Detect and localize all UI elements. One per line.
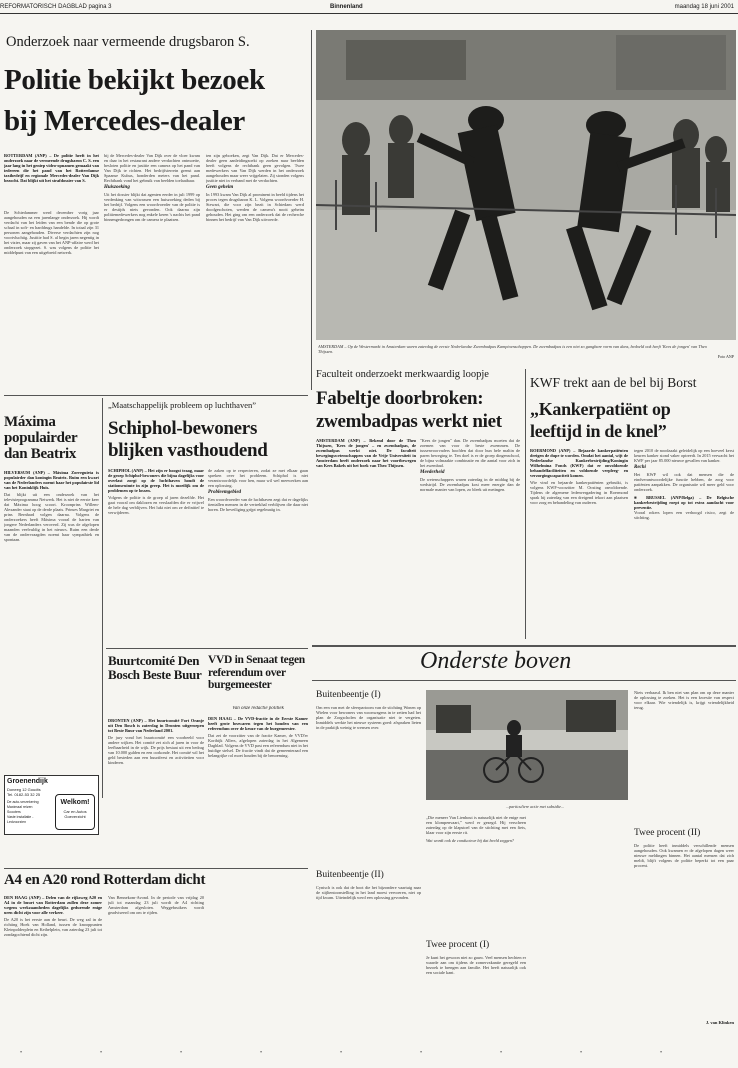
- lead-headline-1: Politie bekijkt bezoek: [4, 66, 265, 96]
- kwf-col-a-text: Wie vind en bejaarde kankerpatiënten gebruikt, is volgens KWF-voorzitter M. Oosting onvoldoende. Tijdens de algemene ledenvergadering in Roermond sprak hij zaterdag van een dreigend tekort aan plaatsen voor zorg en behandeling van ouderen.: [530, 480, 628, 505]
- lead-col-c-text: ten zijn geboeken, zegt Van Dijk. Dat er Mercedes-dealer geen aanleidingzoekt op zoeken naar beelden heeft volgens de rechtbank geen gevolgen. Twee medewerkers van Van Dijk werden in het onderzoek aangehouden maar weer vrijgelaten. Zij stonden volgens justitie niet in verband met de verdachten.: [206, 153, 304, 183]
- main-photo: [316, 30, 736, 340]
- kwf-headline-2: leeftijd in de knel”: [530, 422, 667, 441]
- zwembad-headline-1: Fabeltje doorbroken:: [316, 389, 484, 409]
- ad-tagline: Doneeg 12 Goudts: [7, 787, 41, 792]
- schiphol-col-b-text: de zaken op te respecteren, zodat ze met elkaar gaan spreken over het probleem. Schiphol is niet verantwoordelijk voor hen, maar wil wel meewerken aan een oplossing.: [208, 468, 308, 488]
- vvd-col: [208, 716, 308, 868]
- maxima-intro: HILVERSUM (ANP) – Máxima Zorreguieta is populairder dan koningin Beatrix. Ruim een kwart van de Nederlanders noemt haar het populairste lid van het Koninklijk Huis.: [4, 470, 99, 490]
- twee-procent-1-title: Twee procent (I): [426, 940, 490, 950]
- footer-marks: [0, 1050, 738, 1062]
- kwf-col-b-text: tegen 2010 de noodzaakt geleidelijk op een hoeveel kerst keuren kanker stond vaker optreedt. In 2015 verwacht het KWF per jaar 85.000 nieuwe gevallen van kanker.: [634, 448, 734, 463]
- section-rule: [312, 680, 736, 681]
- advertisement[interactable]: [4, 775, 99, 835]
- ad-line: Scooters: [7, 810, 21, 814]
- zwembad-col-b: [420, 438, 520, 638]
- a4-col-a: [4, 895, 102, 1030]
- footer-mark: •: [180, 1050, 183, 1056]
- kwf-bullet-text: BRUSSEL (ANP/Belga) – De Belgische kankerbestrijding roept op tot extra aandacht voor preventie.: [634, 495, 734, 510]
- lead-col-c: [206, 153, 304, 383]
- main-photo-caption: AMSTERDAM – Op de Westermarkt in Amsterdam waren zaterdag de eerste Nederlandse Zwembadpas Kampioenschappen. De zwembadpas is een niet zo gangbare vorm van dans, bedoeld ook heeft 'Kees de jongen' van Theo Thijssen.: [318, 344, 707, 354]
- main-photo-credit: Foto ANP: [717, 354, 734, 359]
- schiphol-headline-2: blijken vasthoudend: [108, 441, 268, 461]
- kwf-subhead: Rechi: [634, 465, 646, 470]
- schiphol-intro: SCHIPHOL (ANP) – Het zijn er hoogst traag, maar de groep Schiphol-bewoners die bijna dagelijks voor overlast zorgt op de luchthaven houdt de stationsruimte in zijn greep. Het is moeilijk om de problemen op te lossen.: [108, 468, 204, 493]
- a4-intro: DEN HAAG (ANP) – Delen van de rijksweg A20 en A4 in de buurt van Rotterdam zullen deze zomer wegens werkzaamheden dagelijks gedurende enige uren dicht zijn voor alle verkeer.: [4, 895, 102, 915]
- footer-mark: •: [260, 1050, 263, 1056]
- twee-procent-2-text: De politie heeft inmiddels verschillende mensen aangehouden. Ook kwamen er de afgelopen dagen weer nieuwe meldingen binnen. Het aantal mensen dat zich meldt, blijft volgens de politie beperkt tot een paar procent.: [634, 843, 734, 868]
- lead-col-b2-text: Uit het dossier blijkt dat agenten eerder in juli 1999 op verdenking van witwassen een huiszoeking deden bij het bedrijf. Volgens een woordvoerder van de politie is er destijds niets gevonden. Ook daarna zijn politiemedewerkers nog enkele keren 's nachts het pand binnengedrongen om de camera te plaatsen.: [104, 192, 200, 222]
- canal-photo: [426, 690, 628, 800]
- vvd-byline: Van onze redactie politiek: [232, 706, 284, 711]
- zwembad-col-b2-text: De wetenschappers waren zaterdag in de middag bij de wedstrijd. De zwembadpas kost meer energie dan de normale manier van lopen, zo bleek uit metingen.: [420, 477, 520, 492]
- schiphol-col-b2-text: Een woordvoerder van de luchthaven zegt dat er dagelijks tientallen mensen in de vertrekhal verblijven die daar niet horen. De beveiliging grijpt regelmatig in.: [208, 497, 308, 512]
- buitenbeentje-1-text: Om een van met de sfeerpartoom van de stichting Wonen op Wielen voor bewoners van woonwagens in te zetten had het plan de Zorgscholen de organisatie niet te vergeten. Inmiddels werkte het nieuwe systeem goed: afspraken lieten in de praktijk weinig te wensen over.: [316, 705, 421, 730]
- vvd-headline: VVD in Senaat tegen referendum over burgemeester: [208, 654, 305, 691]
- ad-badge-sub: Car en Autos Goeverzicht: [63, 809, 87, 819]
- zwembad-col-a: [316, 438, 416, 638]
- ad-line: De auto-verzekering: [7, 800, 39, 804]
- buitenbeentje-2-title: Buitenbeentje (II): [316, 870, 384, 880]
- buurtcomite-intro: DRONTEN (ANP) – Het buurtcomité Fort Oranje uit Den Bosch is zaterdag in Dronten uitgeroepen tot Beste Buur van Nederland 2001.: [108, 718, 204, 733]
- footer-mark: •: [660, 1050, 663, 1056]
- zwembad-headline-2: zwembadpas werkt niet: [316, 412, 502, 432]
- buurtcomite-col: [108, 718, 204, 868]
- onderste-title: Onderste boven: [420, 648, 572, 674]
- kwf-col-a: [530, 448, 628, 638]
- onderste-mid-text-2: Wat wordt ook de conducteur bij dat beeld zeggen?: [426, 838, 514, 843]
- maxima-text: Dat blijkt uit een onderzoek van het televisieprogramma Netwerk. Het is niet de eerste keer dat Máxima hoog scoort. Kroonprins Willem-Alexander staat op de derde plaats. Prinses Margriet en prins Bernhard volgen daarna. Volgens de onderzoekers heeft Máxima vooral de harten van jongere Nederlanders veroverd. Zij was de afgelopen maanden veelvuldig in het nieuws. Ruim een derde van de ondervraagden noemt haar sympathiek en spontaan.: [4, 492, 99, 542]
- a4-col-a-text: De A20 is het eerste aan de beurt. De weg zal in de richting Hoek van Holland, tussen de knooppunten Kleinpolderplein en Kethelplein, van zaterdag 23 juli tot zondagochtend dicht zijn.: [4, 917, 102, 937]
- kwf-headline-1: „Kankerpatiënt op: [530, 400, 671, 419]
- buitenbeentje-2-text: Cynisch is ook dat de boot die het bijzondere vaartuig naar de stijltentoonstelling in het land moest vervoeren, niet op tijd kwam. Uiteindelijk werd een oplossing gevonden.: [316, 885, 421, 900]
- twee-procent-2-title: Twee procent (II): [634, 828, 701, 838]
- maxima-headline: Máxima populairder dan Beatrix: [4, 414, 78, 462]
- lead-col-b: [104, 153, 200, 383]
- vvd-text: Dat zei de voorzitter van de fractie Kamer, de VVD'er Kortbijk Allers, afgelopen zaterdag in het Algemeen Dagblad. Volgens de VVD past een referendum niet in het huidige stelsel. De fractie vindt dat de gemeenteraad een belangrijke rol moet houden bij de benoeming.: [208, 733, 308, 758]
- kwf-col-b2-text: Het KWF wil ook dat mensen die de eindverantwoordelijke functie hebben, de zorg voor patiënten aanpakken. De organisatie wil meer geld voor onderzoek.: [634, 472, 734, 492]
- footer-mark: •: [100, 1050, 103, 1056]
- buitenbeentje-1-title: Buitenbeentje (I): [316, 690, 381, 700]
- section-rule: [106, 648, 308, 649]
- schiphol-headline-1: Schiphol-bewoners: [108, 419, 258, 439]
- lead-col-b-text: bij de Mercedes-dealer Van Dijk over de vloer kwam en daar in het restaurant andere verdachten ontmoette, besloten politie en justitie een camera op het pand van Van Dijk te richten. Het bedrijfsterrein grenst aan Spaanse Kubus, honderden meters van het pand. Rechtbank vond het gebruik van beelden toelaatbaar.: [104, 153, 200, 183]
- ad-line: Maximaal reizen: [7, 805, 33, 809]
- buurtcomite-text: De jury vond het buurtcomité een voorbeeld voor andere wijken. Het comité zet zich al jaren in voor de leefbaarheid in de wijk. De prijs bestaat uit een bedrag van 10.000 gulden en een oorkonde. Het comité wil het geld besteden aan een buurtfeest en activiteiten voor kinderen.: [108, 735, 204, 765]
- lead-col-a: De Schiedammer werd december vorig jaar aangehouden na een jarenlange onderzoek. Hij wordt verdacht van het leiden van een bende die op grote schaal in soft- en harddrugs handelde. In totaal zijn 31 personen aangehouden. Diverse verdachten zijn nog voortvluchtig. Justitie had S. al begin jaren negentig in het vizier, maar zij gaven van het ANP-affaire werd het onderzoek stopgezet. S. was volgens de politie het middelpunt van een uitgebreid netwerk.: [4, 210, 99, 255]
- ad-lines: [7, 800, 53, 825]
- footer-mark: •: [580, 1050, 583, 1056]
- column-rule: [102, 398, 103, 798]
- schiphol-col-a-text: Volgens de politie is de groep al jaren dezelfde. Het gaat vooral om daklozen en verslaafden die er vrijwel de hele dag verblijven. Het lukt niet om ze definitief te verwijderen.: [108, 495, 204, 515]
- column-rule: [525, 369, 526, 639]
- dancers-photo-illustration: [316, 30, 736, 340]
- ad-brand: Groenendijk: [7, 778, 48, 785]
- lead-kicker: Onderzoek naar vermeende drugsbaron S.: [6, 34, 250, 50]
- vvd-intro: DEN HAAG – De VVD-fractie in de Eerste Kamer heeft grote bezwaren tegen het houden van een referendum over de keuze van de burgemeester.: [208, 716, 308, 731]
- canal-photo-caption: ...particuliere actie met subsidie...: [505, 804, 565, 809]
- ad-badge: [55, 794, 95, 830]
- kwf-intro: ROERMOND (ANP) – Bejaarde kankerpatiënten dreigen de dupe te worden. Omdat het aantal, wijt de Nederlandse Kankerbestrijding/Koningin Wilhelmina Fonds (KWF) dat er onvoldoende behandelfaciliteiten en voldoende verpleeg- en verzorgingscapaciteit komen.: [530, 448, 628, 478]
- header-left: REFORMATORISCH DAGBLAD pagina 3: [0, 4, 112, 10]
- ad-badge-title: Welkom!: [60, 799, 90, 806]
- zwembad-subhead: Meederheid: [420, 470, 445, 475]
- kwf-col-b: [634, 448, 734, 638]
- section-rule: [312, 645, 736, 647]
- zwembad-intro: AMSTERDAM (ANP) – Bekend door de Theo Thijssen, 'Kees de jongen' – en zwembadpas, de zwembadpas werkt niet. De faculteit bewegingswetenschappen van de Vrije Universiteit in Amsterdam heeft onderzoek naar het voortbewegen van Kees Bakels uit het boek van Theo Thijssen.: [316, 438, 416, 468]
- schiphol-kicker: „Maatschappelijk probleem op luchthaven”: [108, 400, 256, 410]
- ad-sub: Tel. 0182-53 32 25: [7, 792, 41, 797]
- ad-line: Vaste installatie - Ledvoorzien: [7, 815, 34, 824]
- column-rule: [311, 30, 312, 390]
- schiphol-col-a: [108, 468, 204, 648]
- lead-subhead-huiszoeking: Huiszoeking: [104, 185, 130, 190]
- cyclist-photo-illustration: [426, 690, 628, 800]
- onderste-signature: J. van Klinken: [705, 1020, 734, 1025]
- schiphol-subhead: Probleemgebied: [208, 490, 242, 495]
- kwf-col-b3-text: Vooral rokers lopen een verhoogd risico, zegt de stichting.: [634, 510, 734, 520]
- footer-mark: •: [420, 1050, 423, 1056]
- onderste-right-col: Niets verbaasd. Ik ben niet van plan om op deze manier de oplossing te zoeken. Het is een kwestie van respect voor elkaar. Wie vriendelijk is, krijgt vriendelijkheid terug.: [634, 690, 734, 710]
- buurtcomite-headline: Buurtcomité Den Bosch Beste Buur: [108, 654, 202, 682]
- schiphol-col-b: [208, 468, 308, 648]
- zwembad-kicker: Faculteit onderzoekt merkwaardig loopje: [316, 369, 489, 380]
- header-right: maandag 18 juni 2001: [674, 4, 734, 10]
- lead-col-c2-text: In 1993 kwam Van Dijk al prominent in beeld tijdens het proces tegen drugsbaron K. L. Volgens woordvoerder H. Stewart, die voor zijn bezit in Schiedam werd doodgeschoten, werden de camera's nooit geheim gehouden. Het ging om een onderzoek dat de recherche binnen het bedrijf van Van Dijk uitvoerde.: [206, 192, 304, 222]
- running-header: [0, 0, 738, 14]
- section-rule: [4, 395, 308, 396]
- section-rule: [4, 868, 308, 869]
- lead-headline-2: bij Mercedes-dealer: [4, 107, 245, 137]
- kwf-bullet: ■ BRUSSEL (ANP/Belga) – De Belgische kankerbestrijding roept op tot extra aandacht voor preventie.: [634, 495, 734, 510]
- header-center: Binnenland: [330, 4, 363, 10]
- maxima-col: [4, 470, 99, 760]
- kwf-kicker: KWF trekt aan de bel bij Borst: [530, 375, 697, 390]
- zwembad-col-b-text: "Kees de jongen" dan. De zwembadpas moeten dat de zoemen van voor de beste zwemmen. De tussenvoorvaders hoofden dat door hun hele maltin de paren beweging te. Ten doel is er de groep dingenschool, de bijna volmaakte combinatie en die aantal voor zich in het zwembad.: [420, 438, 520, 468]
- lead-intro: ROTTERDAM (ANP) – De politie heeft in het onderzoek naar de vermeende drugsbaron C. S. een jaar lang in het geniep video-opnamen gemaakt van iedereen die het pand van het Rotterdamse taxibedrijf en regionale Mercedes-dealer Van Dijk bezocht. Dat blijkt uit het strafdossier van S.: [4, 153, 99, 183]
- lead-subhead-geen-geheim: Geen geheim: [206, 185, 234, 190]
- footer-mark: •: [340, 1050, 343, 1056]
- a4-headline: A4 en A20 rond Rotterdam dicht: [4, 873, 206, 888]
- onderste-mid-text: „Die meneer Van Lienhout is natuurlijk niet de enige met een klompenvaart,” werd er gezegd. Hij verscheen zaterdag op de klapstoel van de stichting met een fiets, klaar voor zijn eerste rit.: [426, 815, 526, 835]
- a4-col-b: Van Bennekom-Avond. In de periode van vrijdag 20 juli tot maandag 23 juli wordt de A4 richting Amsterdam afgesloten. Weggebruikers wordt geadviseerd om om te rijden.: [108, 895, 204, 915]
- footer-mark: •: [20, 1050, 23, 1056]
- twee-procent-1-text: Je kunt het gewoon niet zo gauw. Veel mensen hechten er waarde aan om tijdens de zomervakantie geregeld een bezoek te brengen aan familie. Het heeft natuurlijk ook een sociale kant.: [426, 955, 526, 975]
- footer-mark: •: [500, 1050, 503, 1056]
- onderste-mid-col: [426, 815, 526, 935]
